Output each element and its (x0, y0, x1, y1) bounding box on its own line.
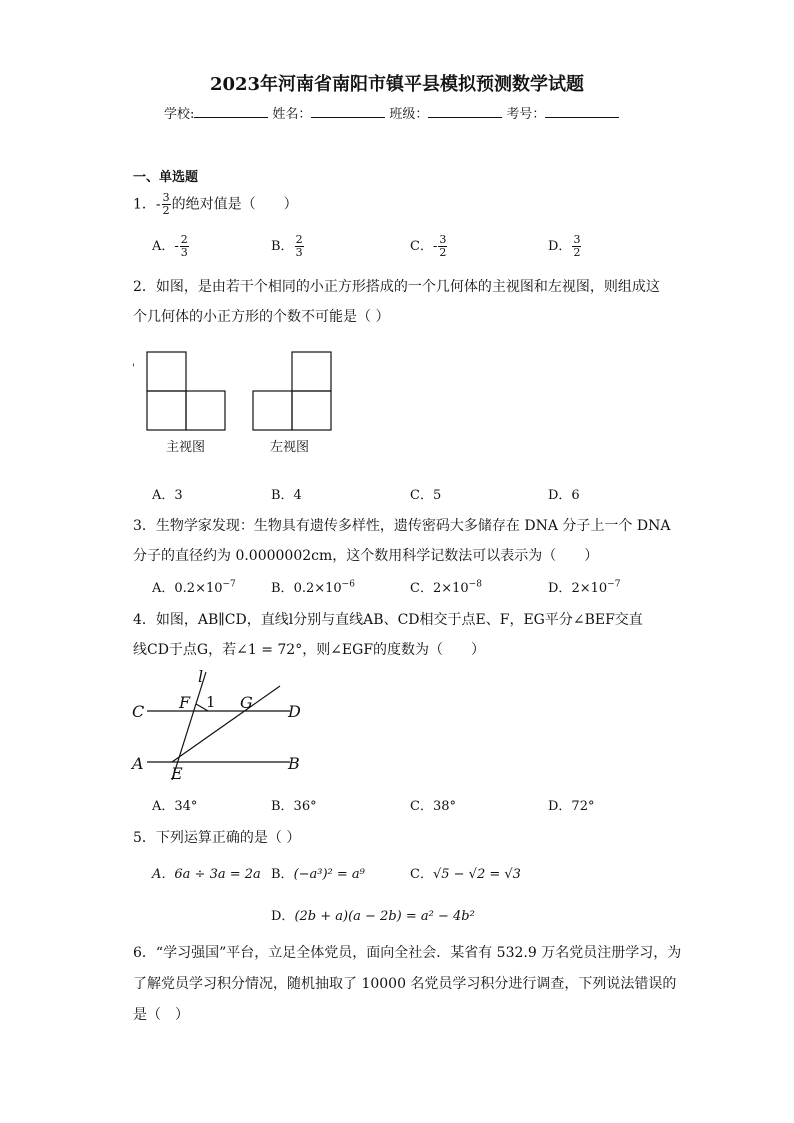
question-4-line-1: 4．如图，AB∥CD，直线l分别与直线AB、CD相交于点E、F，EG平分∠BEF交直 (133, 612, 643, 628)
page-title: 2023年河南省南阳市镇平县模拟预测数学试题 (209, 74, 585, 95)
q1-option-b[interactable]: B． $\frac{2}{3}$ (271, 233, 303, 259)
label-f: F (179, 693, 191, 712)
q4-option-d[interactable]: D．72° (548, 799, 595, 814)
left-view-label: 左视图 (270, 440, 310, 455)
q1-fraction: $\frac{3}{2}$ (162, 191, 170, 217)
label-d: D (288, 702, 301, 721)
front-view-square (147, 352, 186, 391)
left-view-square (292, 391, 331, 430)
name-blank (311, 103, 385, 118)
question-4-line-2: 线CD于点G，若∠1 = 72°，则∠EGF的度数为（ ） (133, 642, 486, 658)
front-view-label: 主视图 (166, 440, 206, 455)
q2-option-d[interactable]: D．6 (548, 488, 580, 503)
label-c: C (132, 702, 145, 721)
q4-parallel-lines-figure (130, 662, 320, 787)
q4-option-a[interactable]: A．34° (152, 799, 198, 814)
question-3-line-1: 3．生物学家发现：生物具有遗传多样性，遗传密码大多储存在 DNA 分子上一个 DNA (133, 518, 671, 534)
school-label: 学校: (164, 107, 195, 122)
student-info-line (164, 103, 623, 122)
q1-option-a[interactable]: A．- $\frac{2}{3}$ (152, 233, 188, 259)
number-label: 考号： (506, 107, 546, 122)
q2-option-c[interactable]: C．5 (410, 488, 442, 503)
q3-option-c[interactable]: C．$2\times 10^{-8}$ (410, 579, 482, 596)
q1-sign: - (155, 196, 161, 213)
q1-option-d[interactable]: D． $\frac{3}{2}$ (548, 233, 581, 259)
question-6-line-3: 是（ ） (133, 1007, 189, 1023)
class-blank (428, 103, 502, 118)
q4-option-c[interactable]: C．38° (410, 799, 456, 814)
question-1-stem (133, 192, 298, 217)
number-blank (545, 103, 619, 118)
front-view-square (186, 391, 225, 430)
q5-option-c[interactable]: C．√5 − √2 = √3 (410, 867, 521, 882)
q2-option-a[interactable]: A．3 (152, 488, 183, 503)
label-e: E (171, 764, 183, 783)
q5-option-a[interactable]: A．6a ÷ 3a = 2a (152, 867, 261, 882)
class-label: 班级： (389, 107, 429, 122)
q4-option-b[interactable]: B．36° (271, 799, 317, 814)
q3-option-b[interactable]: B．$0.2\times 10^{-6}$ (271, 579, 355, 596)
left-view-square (292, 352, 331, 391)
label-angle-1: 1 (206, 693, 216, 711)
question-2-line-2: 个几何体的小正方形的个数不可能是（ ） (133, 309, 390, 325)
question-2-line-1: 2．如图，是由若干个相同的小正方形搭成的一个几何体的主视图和左视图，则组成这 (133, 279, 660, 295)
question-3-line-2: 分子的直径约为 0.0000002cm，这个数用科学记数法可以表示为（ ） (133, 548, 599, 564)
label-g: G (240, 693, 253, 712)
q1-text: 的绝对值是（ ） (171, 196, 298, 213)
q2-views-figure (130, 345, 350, 460)
q5-option-d[interactable]: D．(2b + a)(a − 2b) = a² − 4b² (271, 909, 475, 924)
section-heading: 一、单选题 (133, 170, 199, 185)
label-b: B (288, 754, 300, 773)
q3-option-a[interactable]: A．$0.2\times 10^{-7}$ (152, 579, 236, 596)
svg-text:': ' (132, 363, 135, 374)
q2-option-b[interactable]: B．4 (271, 488, 302, 503)
label-l: l (198, 667, 204, 686)
left-view-square (253, 391, 292, 430)
school-blank (194, 103, 268, 118)
name-label: 姓名： (272, 107, 312, 122)
q5-option-b[interactable]: B．(−a³)² = a⁹ (271, 867, 365, 882)
front-view-square (147, 391, 186, 430)
question-6-line-2: 了解党员学习积分情况，随机抽取了 10000 名党员学习积分进行调查，下列说法错误的 (133, 976, 677, 992)
q1-number: 1． (133, 196, 156, 213)
question-5-stem: 5．下列运算正确的是（ ） (133, 830, 301, 846)
q3-option-d[interactable]: D．$2\times 10^{-7}$ (548, 579, 621, 596)
label-a: A (132, 754, 144, 773)
q1-option-c[interactable]: C．- $\frac{3}{2}$ (410, 233, 447, 259)
question-6-line-1: 6．“学习强国”平台，立足全体党员，面向全社会．某省有 532.9 万名党员注册学习，为 (133, 945, 682, 961)
